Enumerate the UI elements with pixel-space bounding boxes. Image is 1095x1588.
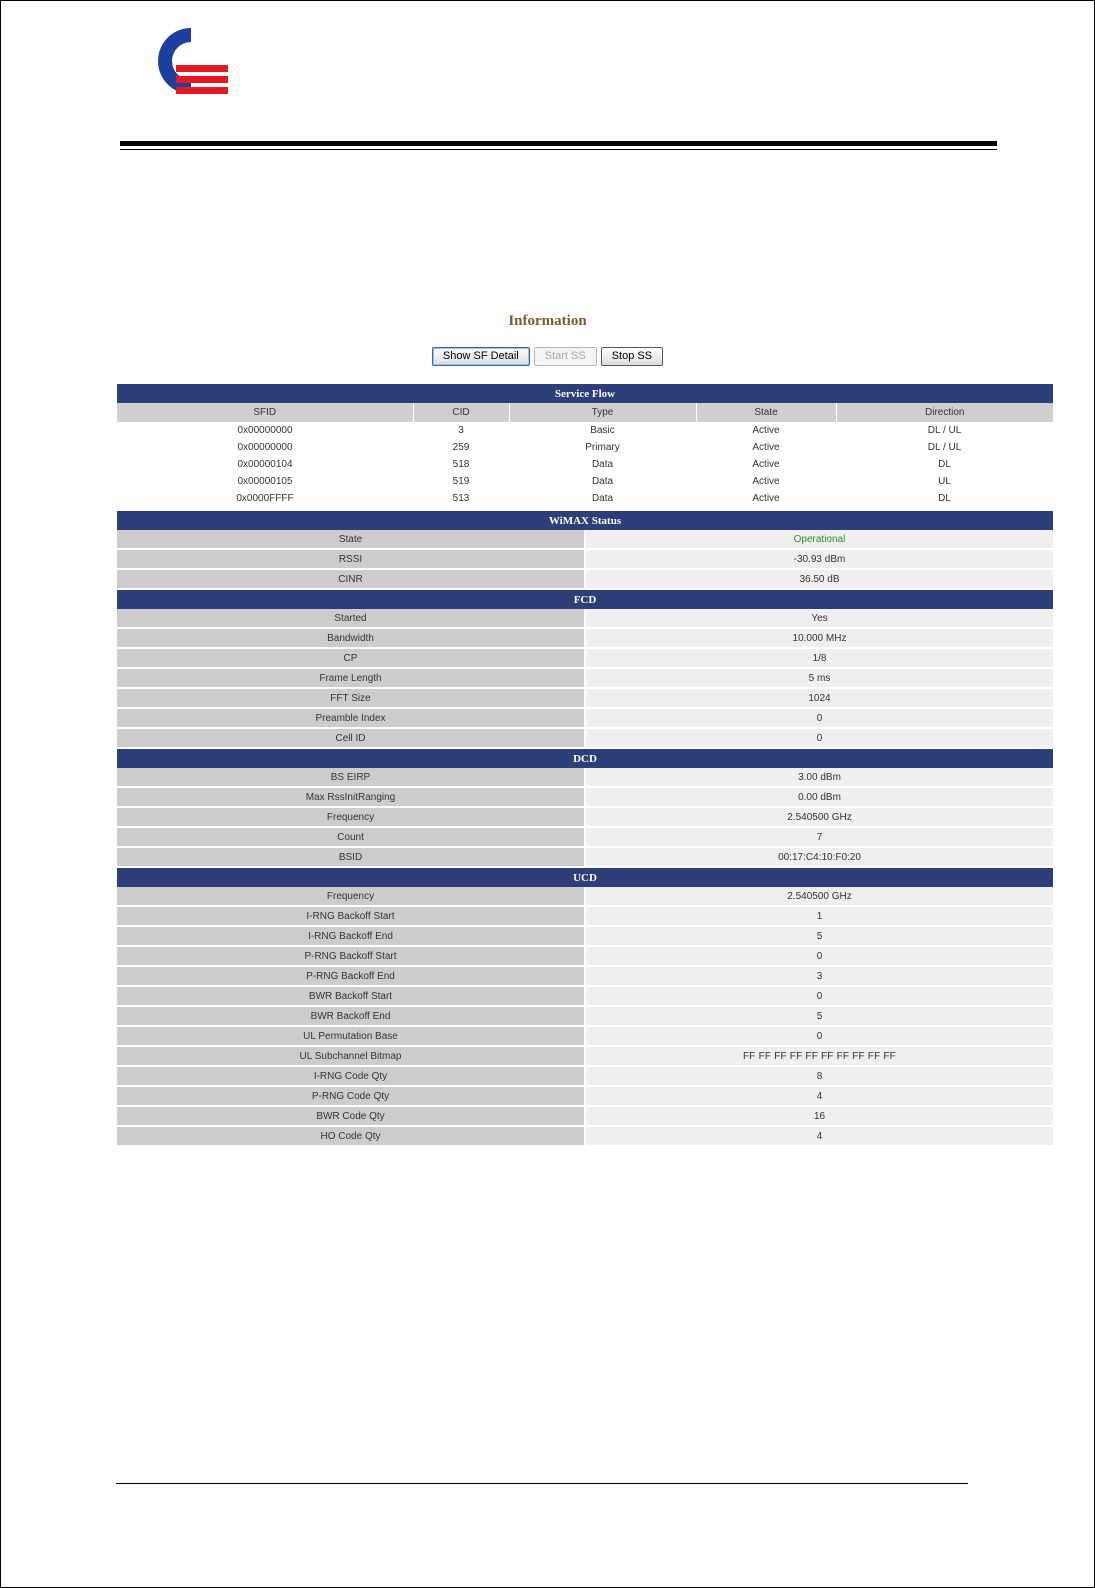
row-label: FFT Size [117,688,585,708]
row-value: 3.00 dBm [585,768,1053,787]
table-row [117,926,1053,946]
row-label: BSID [117,847,585,867]
table-row [117,728,1053,748]
row-label: HO Code Qty [117,1126,585,1146]
row-label: Frequency [117,807,585,827]
fcd-table [117,590,1053,749]
type-cell: Data [509,473,696,490]
table-row [117,473,1053,490]
row-label: I-RNG Code Qty [117,1066,585,1086]
table-row [117,787,1053,807]
wimax-status-table [117,511,1053,590]
row-value: Yes [585,609,1053,628]
row-label: BS EIRP [117,768,585,787]
row-value: FF FF FF FF FF FF FF FF FF FF [585,1046,1053,1066]
column-header-type: Type [509,403,696,422]
row-label: Frequency [117,887,585,906]
direction-cell: DL / UL [836,422,1053,439]
table-row [117,827,1053,847]
cid-cell: 518 [413,456,509,473]
table-row [117,490,1053,507]
row-label: UL Subchannel Bitmap [117,1046,585,1066]
row-label: Frame Length [117,668,585,688]
table-row [117,966,1053,986]
row-value: 10.000 MHz [585,628,1053,648]
column-header-sfid: SFID [117,403,413,422]
type-cell: Basic [509,422,696,439]
button-bar [0,347,1095,366]
dcd-table [117,749,1053,868]
table-row [117,986,1053,1006]
information-tables [117,384,1053,1147]
state-cell: Active [696,473,836,490]
table-row [117,708,1053,728]
row-value: 8 [585,1066,1053,1086]
table-row [117,1066,1053,1086]
row-label: State [117,530,585,549]
table-row [117,628,1053,648]
footer-rule [116,1483,968,1484]
row-value: 2.540500 GHz [585,807,1053,827]
sfid-cell: 0x00000105 [117,473,413,490]
row-value: 4 [585,1086,1053,1106]
table-row [117,530,1053,549]
status-value: Operational [585,530,1053,549]
dcd-header: DCD [117,749,1053,768]
table-row [117,1006,1053,1026]
table-row [117,768,1053,787]
service-flow-header: Service Flow [117,384,1053,403]
row-label: P-RNG Backoff End [117,966,585,986]
column-header-state: State [696,403,836,422]
table-row [117,1086,1053,1106]
state-cell: Active [696,456,836,473]
direction-cell: UL [836,473,1053,490]
row-value: 0.00 dBm [585,787,1053,807]
column-header-direction: Direction [836,403,1053,422]
fcd-header: FCD [117,590,1053,609]
state-cell: Active [696,439,836,456]
show-sf-detail-button[interactable]: Show SF Detail [432,347,530,366]
ucd-header: UCD [117,868,1053,887]
table-row [117,1026,1053,1046]
state-cell: Active [696,422,836,439]
ucd-table [117,868,1053,1147]
table-row [117,1106,1053,1126]
row-label: CP [117,648,585,668]
service-flow-table [117,384,1053,507]
row-value: 0 [585,1026,1053,1046]
row-value: 1/8 [585,648,1053,668]
type-cell: Data [509,490,696,507]
row-label: Preamble Index [117,708,585,728]
row-label: BWR Backoff End [117,1006,585,1026]
wimax-status-header: WiMAX Status [117,511,1053,530]
row-label: RSSI [117,549,585,569]
table-row [117,887,1053,906]
row-label: Max RssInitRanging [117,787,585,807]
state-cell: Active [696,490,836,507]
row-label: Started [117,609,585,628]
table-row [117,549,1053,569]
row-value: 0 [585,728,1053,748]
row-value: 5 [585,1006,1053,1026]
row-value: 1024 [585,688,1053,708]
row-label: I-RNG Backoff Start [117,906,585,926]
row-label: BWR Backoff Start [117,986,585,1006]
row-value: 0 [585,708,1053,728]
cid-cell: 3 [413,422,509,439]
row-label: Count [117,827,585,847]
header-rule-thin [120,149,997,150]
table-row [117,946,1053,966]
row-label: Bandwidth [117,628,585,648]
row-label: BWR Code Qty [117,1106,585,1126]
row-label: P-RNG Backoff Start [117,946,585,966]
table-row [117,668,1053,688]
table-row [117,906,1053,926]
page-title: Information [508,313,587,329]
row-value: 36.50 dB [585,569,1053,589]
table-row [117,439,1053,456]
row-value: 7 [585,827,1053,847]
type-cell: Primary [509,439,696,456]
sfid-cell: 0x00000000 [117,439,413,456]
type-cell: Data [509,456,696,473]
row-value: 3 [585,966,1053,986]
table-row [117,1126,1053,1146]
company-logo-icon [146,24,228,98]
start-ss-button: Start SS [534,347,597,366]
direction-cell: DL / UL [836,439,1053,456]
row-value: 0 [585,986,1053,1006]
row-label: UL Permutation Base [117,1026,585,1046]
table-row [117,569,1053,589]
table-row [117,847,1053,867]
row-value: -30.93 dBm [585,549,1053,569]
direction-cell: DL [836,456,1053,473]
cid-cell: 513 [413,490,509,507]
row-value: 2.540500 GHz [585,887,1053,906]
cid-cell: 519 [413,473,509,490]
row-value: 0 [585,946,1053,966]
table-row [117,609,1053,628]
table-row [117,648,1053,668]
header-rule [120,141,997,146]
table-row [117,456,1053,473]
row-value: 00:17:C4:10:F0:20 [585,847,1053,867]
row-label: I-RNG Backoff End [117,926,585,946]
row-label: Cell ID [117,728,585,748]
row-value: 4 [585,1126,1053,1146]
table-row [117,1046,1053,1066]
cid-cell: 259 [413,439,509,456]
sfid-cell: 0x00000000 [117,422,413,439]
column-header-cid: CID [413,403,509,422]
row-label: CINR [117,569,585,589]
sfid-cell: 0x00000104 [117,456,413,473]
table-row [117,422,1053,439]
row-value: 1 [585,906,1053,926]
table-row [117,688,1053,708]
direction-cell: DL [836,490,1053,507]
table-row [117,807,1053,827]
row-value: 5 ms [585,668,1053,688]
sfid-cell: 0x0000FFFF [117,490,413,507]
stop-ss-button[interactable]: Stop SS [601,347,663,366]
row-value: 16 [585,1106,1053,1126]
row-label: P-RNG Code Qty [117,1086,585,1106]
row-value: 5 [585,926,1053,946]
